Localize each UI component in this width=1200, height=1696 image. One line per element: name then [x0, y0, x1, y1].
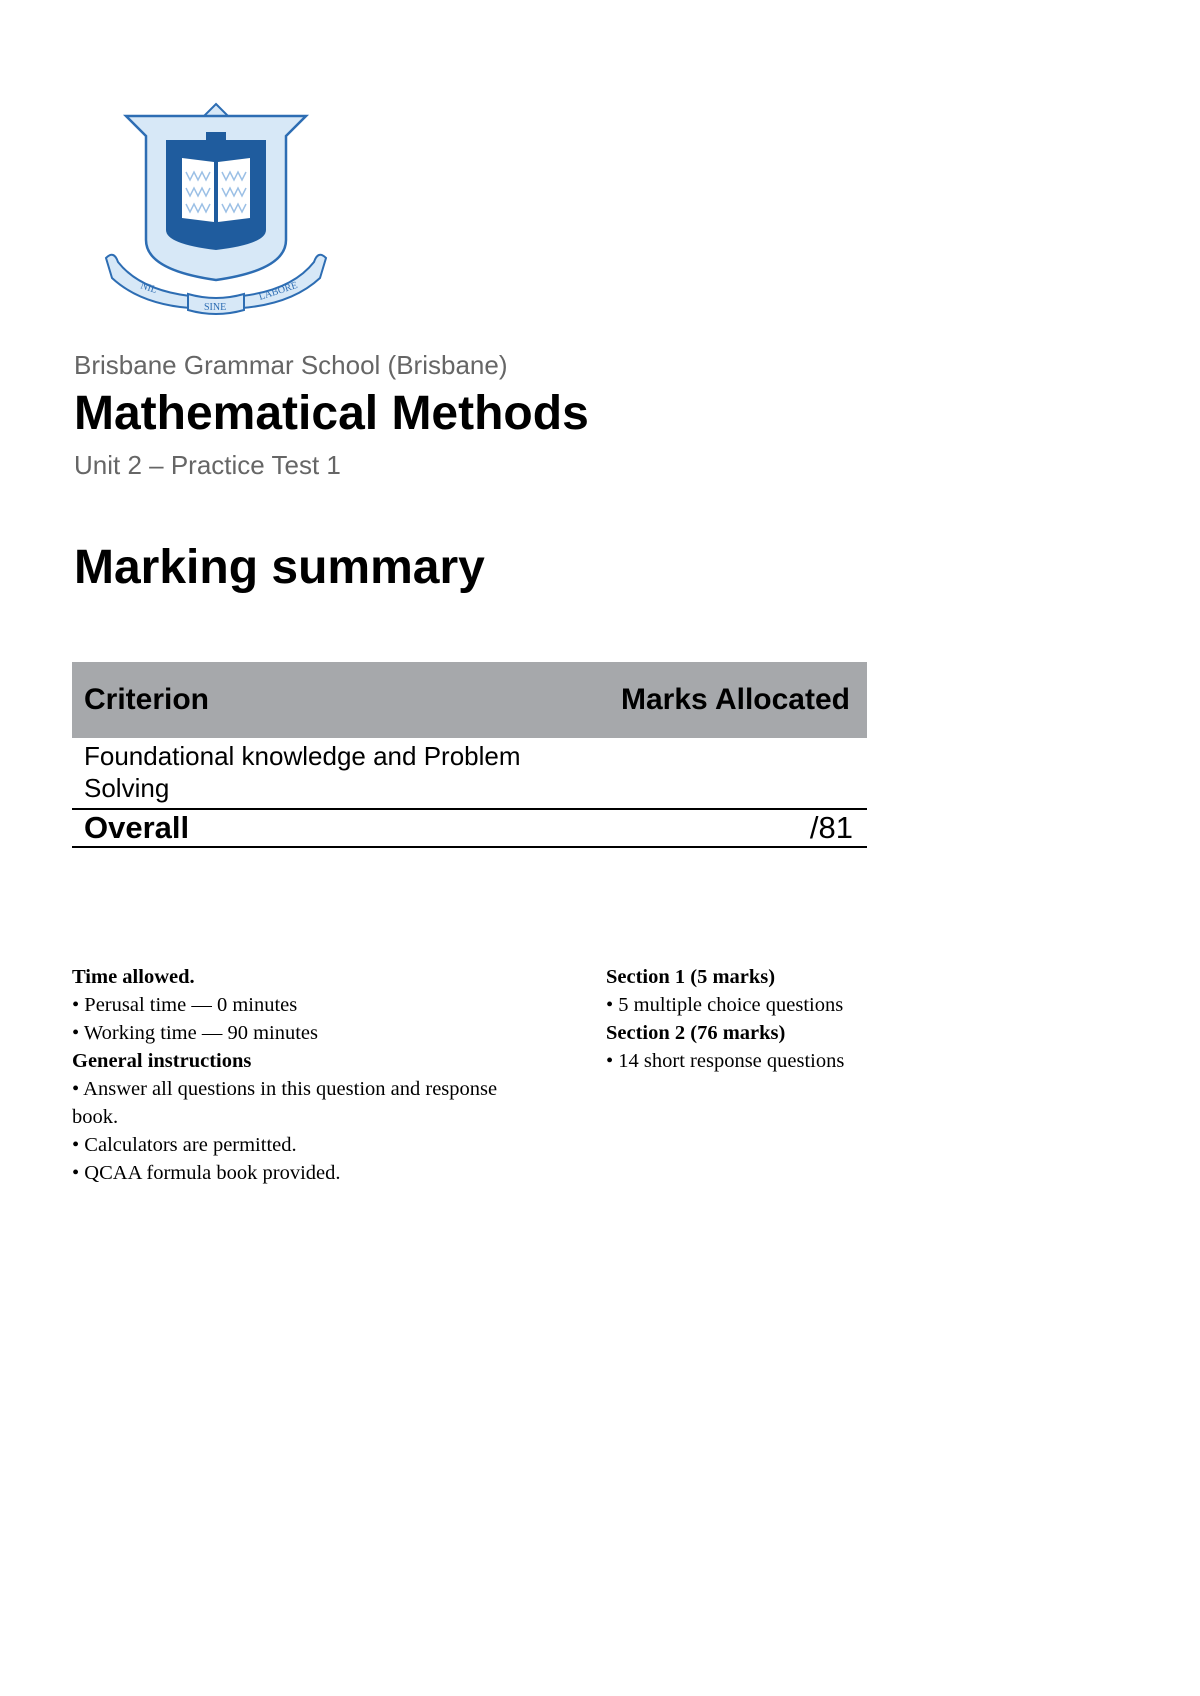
svg-text:NIL: NIL	[139, 280, 159, 297]
list-item: • QCAA formula book provided.	[72, 1162, 341, 1184]
table-row	[72, 738, 867, 809]
svg-text:SINE: SINE	[204, 302, 227, 313]
general-instructions-heading: General instructions	[72, 1050, 252, 1072]
list-item: • 14 short response questions	[606, 1050, 845, 1072]
time-allowed-heading: Time allowed.	[72, 966, 195, 988]
list-item: • Answer all questions in this question and response book.	[72, 1078, 498, 1128]
marks-allocated-header: Marks Allocated	[615, 662, 867, 738]
svg-text:LABORE: LABORE	[257, 280, 299, 303]
section1-heading: Section 1 (5 marks)	[606, 966, 776, 988]
overall-value: /81	[615, 809, 867, 847]
school-name: Brisbane Grammar School (Brisbane)	[74, 350, 508, 380]
list-item: • Calculators are permitted.	[72, 1134, 297, 1156]
overall-row	[72, 809, 867, 847]
school-crest-logo	[100, 100, 332, 320]
unit-subtitle: Unit 2 – Practice Test 1	[74, 450, 341, 480]
instructions-left-column	[72, 963, 502, 1187]
list-item: • Working time — 90 minutes	[72, 1022, 319, 1044]
criterion-cell: Foundational knowledge and Problem Solving	[84, 741, 521, 803]
list-item: • Perusal time — 0 minutes	[72, 994, 298, 1016]
marking-summary-title: Marking summary	[74, 541, 485, 594]
instructions-right-column	[606, 963, 906, 1075]
criterion-header: Criterion	[72, 662, 615, 738]
subject-title: Mathematical Methods	[74, 387, 589, 440]
table-header-row	[72, 662, 867, 738]
overall-label: Overall	[72, 809, 615, 847]
list-item: • 5 multiple choice questions	[606, 994, 844, 1016]
marking-summary-table	[72, 662, 867, 848]
marks-cell	[615, 738, 867, 809]
section2-heading: Section 2 (76 marks)	[606, 1022, 786, 1044]
